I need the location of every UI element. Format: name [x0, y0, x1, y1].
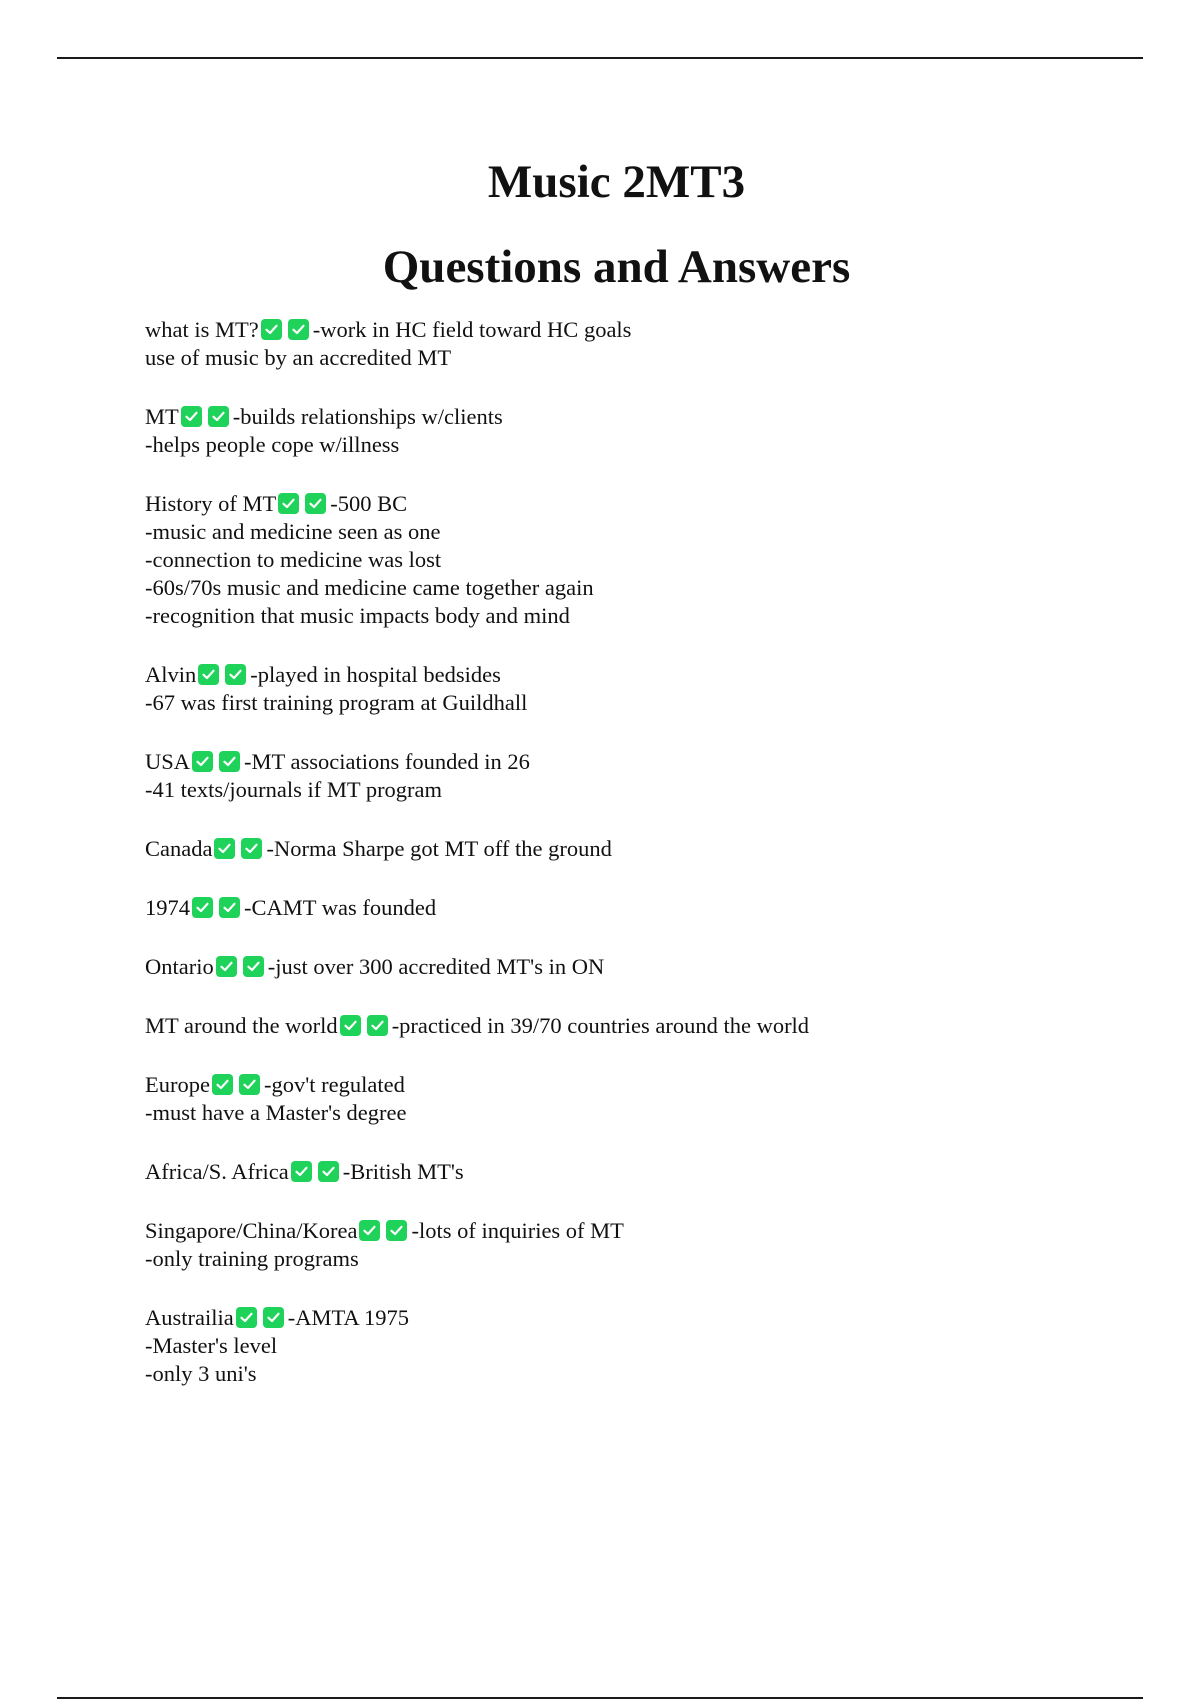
answer-line: -just over 300 accredited MT's in ON — [267, 954, 605, 979]
check-mark-icon — [263, 1307, 284, 1328]
qa-first-line — [145, 1217, 1145, 1245]
qa-first-line — [145, 316, 1145, 344]
check-mark-icon — [192, 751, 213, 772]
question-text: Canada — [145, 836, 213, 861]
document-subtitle: Questions and Answers — [382, 241, 851, 293]
answer-line: use of music by an accredited MT — [145, 345, 452, 370]
question-text: Singapore/China/Korea — [145, 1218, 358, 1243]
qa-item — [145, 1158, 1145, 1186]
answer-line: -Master's level — [145, 1333, 278, 1358]
qa-item — [145, 1071, 1145, 1127]
bottom-rule — [57, 1697, 1143, 1699]
check-mark-icon — [219, 751, 240, 772]
answer-line: -British MT's — [342, 1159, 464, 1184]
answer-line: -67 was first training program at Guildhall — [145, 690, 528, 715]
qa-item — [145, 661, 1145, 717]
answer-line: -Norma Sharpe got MT off the ground — [266, 836, 612, 861]
qa-first-line — [145, 835, 1145, 863]
qa-first-line — [145, 403, 1145, 431]
answer-line: -music and medicine seen as one — [145, 519, 441, 544]
qa-first-line — [145, 953, 1145, 981]
qa-item — [145, 894, 1145, 922]
question-text: MT around the world — [145, 1013, 338, 1038]
check-mark-icon — [386, 1220, 407, 1241]
check-mark-icon — [241, 838, 262, 859]
check-mark-icon — [288, 319, 309, 340]
question-text: MT — [145, 404, 179, 429]
check-mark-icon — [239, 1074, 260, 1095]
check-mark-icon — [192, 897, 213, 918]
question-text: History of MT — [145, 491, 277, 516]
answer-line: -lots of inquiries of MT — [411, 1218, 624, 1243]
question-text: Europe — [145, 1072, 210, 1097]
document-title: Music 2MT3 — [487, 156, 746, 208]
answer-line: -builds relationships w/clients — [232, 404, 503, 429]
check-mark-icon — [359, 1220, 380, 1241]
answer-line: -practiced in 39/70 countries around the world — [391, 1013, 810, 1038]
qa-first-line — [145, 1304, 1145, 1332]
check-mark-icon — [181, 406, 202, 427]
check-mark-icon — [212, 1074, 233, 1095]
check-mark-icon — [219, 897, 240, 918]
check-mark-icon — [318, 1161, 339, 1182]
answer-line: -41 texts/journals if MT program — [145, 777, 443, 802]
question-text: 1974 — [145, 895, 190, 920]
check-mark-icon — [305, 493, 326, 514]
check-mark-icon — [236, 1307, 257, 1328]
top-rule — [57, 57, 1143, 59]
check-mark-icon — [278, 493, 299, 514]
qa-first-line — [145, 1071, 1145, 1099]
question-text: Africa/S. Africa — [145, 1159, 289, 1184]
question-text: Austrailia — [145, 1305, 234, 1330]
qa-item — [145, 748, 1145, 804]
qa-first-line — [145, 661, 1145, 689]
qa-first-line — [145, 1158, 1145, 1186]
qa-first-line — [145, 748, 1145, 776]
check-mark-icon — [225, 664, 246, 685]
answer-line: -CAMT was founded — [244, 895, 437, 920]
answer-line: -MT associations founded in 26 — [244, 749, 530, 774]
answer-line: -played in hospital bedsides — [250, 662, 501, 687]
answer-line: -AMTA 1975 — [287, 1305, 410, 1330]
qa-first-line — [145, 894, 1145, 922]
check-mark-icon — [198, 664, 219, 685]
question-text: Ontario — [145, 954, 214, 979]
answer-line: -helps people cope w/illness — [145, 432, 400, 457]
qa-item — [145, 835, 1145, 863]
answer-line: -60s/70s music and medicine came together again — [145, 575, 594, 600]
qa-item — [145, 403, 1145, 459]
check-mark-icon — [367, 1015, 388, 1036]
answer-line: -500 BC — [330, 491, 408, 516]
check-mark-icon — [214, 838, 235, 859]
qa-item — [145, 1217, 1145, 1273]
check-mark-icon — [340, 1015, 361, 1036]
answer-line: -gov't regulated — [263, 1072, 405, 1097]
qa-item — [145, 1012, 1145, 1040]
qa-item — [145, 490, 1145, 630]
qa-first-line — [145, 1012, 1145, 1040]
qa-item — [145, 316, 1145, 372]
check-mark-icon — [261, 319, 282, 340]
check-mark-icon — [243, 956, 264, 977]
qa-item — [145, 953, 1145, 981]
qa-first-line — [145, 490, 1145, 518]
check-mark-icon — [208, 406, 229, 427]
answer-line: -must have a Master's degree — [145, 1100, 407, 1125]
check-mark-icon — [291, 1161, 312, 1182]
answer-line: -recognition that music impacts body and mind — [145, 603, 570, 628]
answer-line: -work in HC field toward HC goals — [312, 317, 632, 342]
qa-item — [145, 1304, 1145, 1388]
check-mark-icon — [216, 956, 237, 977]
question-text: what is MT? — [145, 317, 259, 342]
answer-line: -only training programs — [145, 1246, 359, 1271]
title-block — [0, 140, 1200, 310]
qa-list — [145, 316, 1145, 1419]
question-text: Alvin — [145, 662, 197, 687]
answer-line: -connection to medicine was lost — [145, 547, 442, 572]
question-text: USA — [145, 749, 191, 774]
answer-line: -only 3 uni's — [145, 1361, 257, 1386]
